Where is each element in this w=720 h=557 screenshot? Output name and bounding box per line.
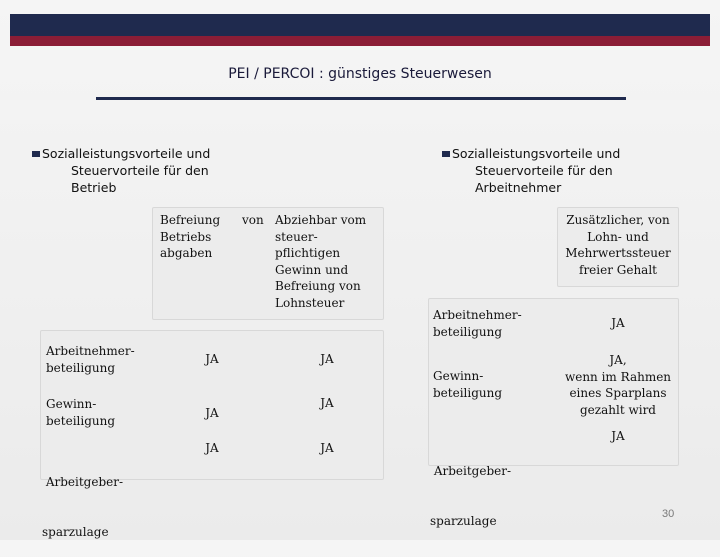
bullet-square-icon bbox=[442, 151, 450, 157]
right-heading-line-1: Sozialleistungsvorteile und bbox=[452, 146, 621, 161]
left-row-2-label: Gewinn- beteiligung bbox=[46, 397, 116, 428]
right-row-2-label: Gewinn- beteiligung bbox=[433, 369, 503, 400]
page-number: 30 bbox=[662, 508, 675, 520]
left-row-2-value-2: JA bbox=[320, 396, 334, 410]
slide-title: PEI / PERCOI : günstiges Steuerwesen bbox=[228, 66, 492, 82]
left-row-3-label: Arbeitgeber- sparzulage bbox=[42, 475, 124, 539]
left-heading-line-3: Betrieb bbox=[71, 180, 117, 195]
right-row-2-value: JA, wenn im Rahmen eines Sparplans gezahlt wird bbox=[564, 353, 672, 417]
right-row-1-label: Arbeitnehmer- beteiligung bbox=[433, 308, 522, 339]
left-row-3-value-2: JA bbox=[320, 441, 334, 455]
left-col-header-von: von bbox=[242, 213, 264, 227]
left-row-2-value-1: JA bbox=[205, 406, 219, 420]
left-row-3-value-1: JA bbox=[205, 441, 219, 455]
left-heading-line-2: Steuervorteile für den bbox=[71, 163, 209, 178]
left-row-1-label: Arbeitnehmer- beteiligung bbox=[46, 344, 135, 375]
bullet-square-icon bbox=[32, 151, 40, 157]
right-row-1-value: JA bbox=[611, 316, 625, 330]
left-row-1-value-1: JA bbox=[205, 352, 219, 366]
right-heading-line-3: Arbeitnehmer bbox=[475, 180, 562, 195]
header-bar bbox=[10, 14, 710, 36]
left-row-1-value-2: JA bbox=[320, 352, 334, 366]
left-col-header-2: Abziehbar vom steuer- pflichtigen Gewinn und Befreiung von Lohnsteuer bbox=[275, 213, 367, 310]
right-heading-line-2: Steuervorteile für den bbox=[475, 163, 613, 178]
right-col-header: Zusätzlicher, von Lohn- und Mehrwertssteuer freier Gehalt bbox=[565, 213, 671, 277]
title-underline bbox=[96, 97, 626, 100]
left-col-header-1: Befreiung Betriebs abgaben bbox=[160, 213, 221, 260]
left-heading bbox=[32, 145, 210, 196]
right-row-3-value: JA bbox=[611, 429, 625, 443]
right-row-3-label: Arbeitgeber- sparzulage bbox=[430, 464, 512, 528]
left-heading-line-1: Sozialleistungsvorteile und bbox=[42, 146, 211, 161]
right-heading bbox=[442, 145, 620, 196]
accent-bar bbox=[10, 36, 710, 46]
